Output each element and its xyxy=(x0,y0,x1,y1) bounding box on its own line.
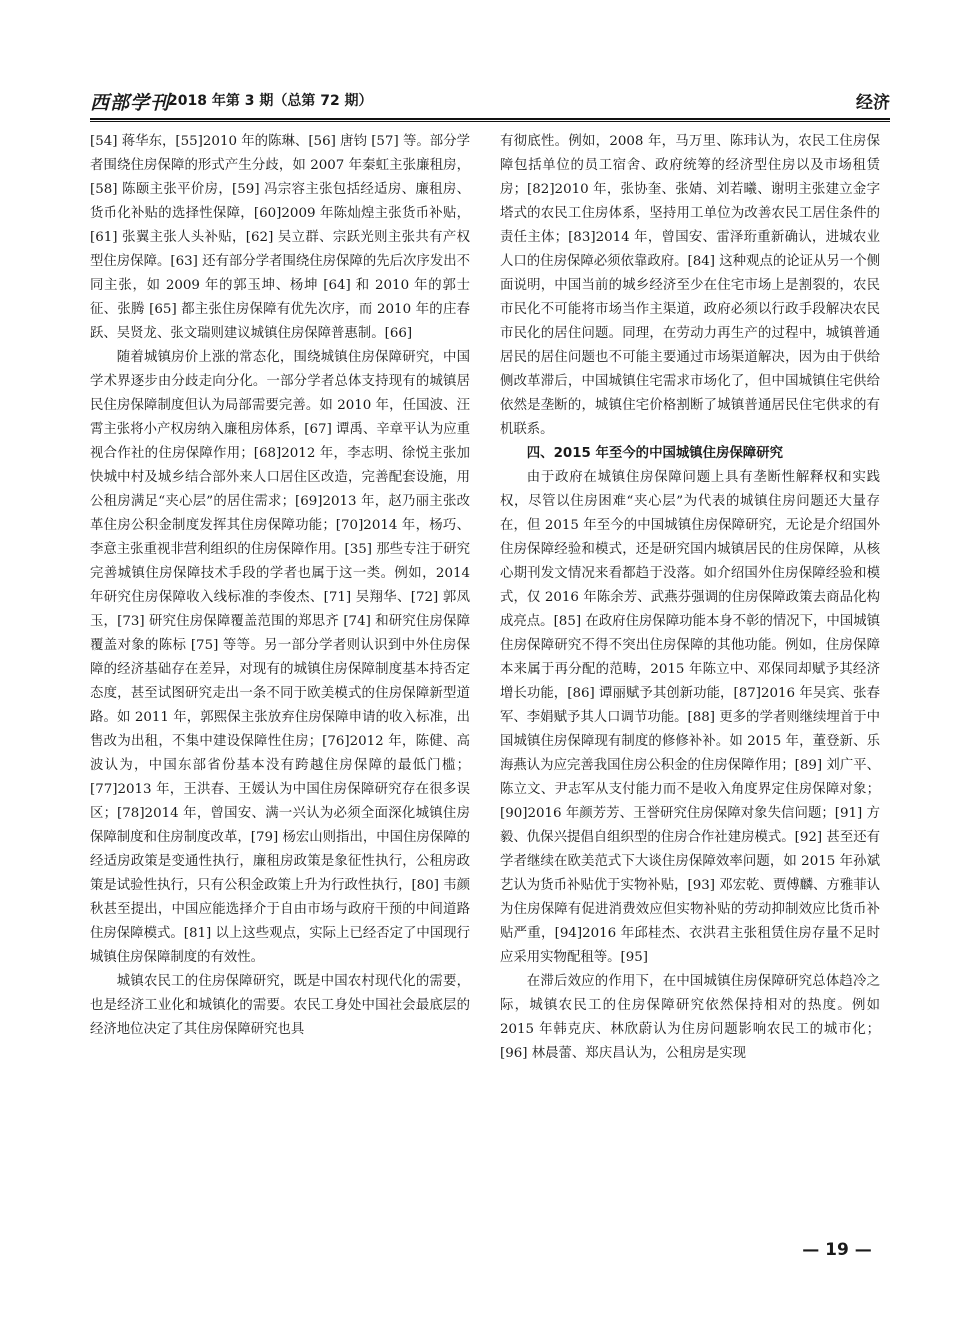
header-rule-thin xyxy=(90,121,890,122)
paragraph: 由于政府在城镇住房保障问题上具有垄断性解释权和实践权，尽管以住房困难“夹心层”为代表的城镇住房问题还大量存在，但 2015 年至今的中国城镇住房保障研究，无论是介绍国外住房保障经验和模式，还是研究国内城镇居民的住房保障，从核心期刊发文情况来看都趋于没落。如介绍国外住房保障经验和模式，仅 2016 年陈余芳、武燕芬强调的住房保障政策去商品化构成亮点。[85] 在政府住房保障功能本身不彰的情况下，中国城镇住房保障研究不得不突出住房保障的其他功能。例如，住房保障本来属于再分配的范畴，2015 年陈立中、邓保同却赋予其经济增长功能，[86] 谭丽赋予其创新功能，[87]2016 年吴宾、张春军、李娟赋予其人口调节功能。[88] 更多的学者则继续埋首于中国城镇住房保障现有制度的修修补补。如 2015 年，董登新、乐海燕认为应完善我国住房公积金的住房保障作用；[89] 刘广平、陈立文、尹志军从支付能力而不是收入角度界定住房保障对象；[90]2016 年颜芳芳、王誉研究住房保障对象失信问题；[91] 方毅、仇保兴提倡自组织型的住房合作社建房模式。[92] 甚至还有学者继续在欧美范式下大谈住房保障效率问题，如 2015 年孙斌艺认为货币补贴优于实物补贴，[93] 邓宏乾、贾傅麟、方雅菲认为住房保障有促进消费效应但实物补贴的劳动抑制效应比货币补贴严重，[94]2016 年邱桂杰、衣洪君主张租赁住房存量不足时应采用实物配租等。[95] xyxy=(500,470,880,965)
paragraph: 城镇农民工的住房保障研究，既是中国农村现代化的需要，也是经济工业化和城镇化的需要。农民工身处中国社会最底层的经济地位决定了其住房保障研究也具 xyxy=(90,974,470,1037)
paragraph: 在滞后效应的作用下，在中国城镇住房保障研究总体趋冷之际，城镇农民工的住房保障研究依然保持相对的热度。例如 2015 年韩克庆、林欣蔚认为住房问题影响农民工的城市化；[96] 林晨蕾、郑庆昌认为，公租房是实现 xyxy=(500,974,880,1061)
section-name: 经济 xyxy=(856,93,890,113)
right-column xyxy=(500,130,880,1066)
paragraph: 随着城镇房价上涨的常态化，围绕城镇住房保障研究，中国学术界逐步由分歧走向分化。一部分学者总体支持现有的城镇居民住房保障制度但认为局部需要完善。如 2010 年，任国波、汪霄主张将小产权房纳入廉租房体系，[67] 谭禹、辛章平认为应重视合作社的住房保障作用；[68]2012 年，李志明、徐悦主张加快城中村及城乡结合部外来人口居住区改造，完善配套设施，用公租房满足“夹心层”的居住需求；[69]2013 年，赵乃丽主张改革住房公积金制度发挥其住房保障功能；[70]2014 年，杨巧、李意主张重视非营利组织的住房保障作用。[35] 那些专注于研究完善城镇住房保障技术手段的学者也属于这一类。例如，2014 年研究住房保障收入线标准的李俊杰、[71] 吴翔华、[72] 郭凤玉，[73] 研究住房保障覆盖范围的郑思齐 [74] 和研究住房保障覆盖对象的陈标 [75] 等等。另一部分学者则认识到中外住房保障的经济基础存在差异，对现有的城镇住房保障制度基本持否定态度，甚至试图研究走出一条不同于欧美模式的住房保障新型道路。如 2011 年，郭熙保主张放弃住房保障申请的收入标准，出售改为出租，不集中建设保障性住房；[76]2012 年，陈健、高波认为，中国东部省份基本没有跨越住房保障的最低门槛；[77]2013 年，王洪春、王媛认为中国住房保障研究存在很多误区；[78]2014 年，曾国安、满一兴认为必须全面深化城镇住房保障制度和住房制度改革，[79] 杨宏山则指出，中国住房保障的经适房政策是变通性执行，廉租房政策是象征性执行，公租房政策是试验性执行，只有公积金政策上升为行政性执行，[80] 韦颜秋甚至提出，中国应能选择介于自由市场与政府干预的中间道路住房保障模式。[81] 以上这些观点，实际上已经否定了中国现行城镇住房保障制度的有效性。 xyxy=(90,350,470,965)
header-rule-thick xyxy=(90,118,890,120)
paragraph: 有彻底性。例如，2008 年，马万里、陈玮认为，农民工住房保障包括单位的员工宿舍、政府统筹的经济型住房以及市场租赁房；[82]2010 年，张协奎、张婧、刘若曦、谢明主张建立金字塔式的农民工住房体系，坚持用工单位为改善农民工居住条件的责任主体；[83]2014 年，曾国安、雷泽珩重新确认，进城农业人口的住房保障必须依靠政府。[84] 这种观点的论证从另一个侧面说明，中国当前的城乡经济至少在住宅市场上是割裂的，农民市民化不可能将市场当作主渠道，政府必须以行政手段解决农民市民化的居住问题。同理，在劳动力再生产的过程中，城镇普通居民的居住问题也不可能主要通过市场渠道解决，因为由于供给侧改革滞后，中国城镇住宅需求市场化了，但中国城镇住宅供给依然是垄断的，城镇住宅价格割断了城镇普通居民住宅供求的有机联系。 xyxy=(500,134,880,437)
issue-info: 2018 年第 3 期（总第 72 期） xyxy=(168,93,373,109)
left-column xyxy=(90,130,470,1042)
page-header xyxy=(90,86,890,116)
journal-name: 西部学刊 xyxy=(90,92,171,114)
section-heading: 四、2015 年至今的中国城镇住房保障研究 xyxy=(526,446,783,461)
paragraph: [54] 蒋华东，[55]2010 年的陈琳、[56] 唐钧 [57] 等。部分学者围绕住房保障的形式产生分歧，如 2007 年秦虹主张廉租房，[58] 陈颐主张平价房，[59] 冯宗容主张包括经适房、廉租房、货币化补贴的选择性保障，[60]2009 年陈灿煌主张货币补贴，[61] 张翼主张人头补贴，[62] 吴立群、宗跃光则主张共有产权型住房保障。[63] 还有部分学者围绕住房保障的先后次序发出不同主张，如 2009 年的郭玉坤、杨坤 [64] 和 2010 年的郭士征、张腾 [65] 都主张住房保障有优先次序，而 2010 年的庄春跃、吴贤龙、张文瑞则建议城镇住房保障普惠制。[66] xyxy=(90,134,470,341)
page-number: — 19 — xyxy=(802,1240,872,1260)
